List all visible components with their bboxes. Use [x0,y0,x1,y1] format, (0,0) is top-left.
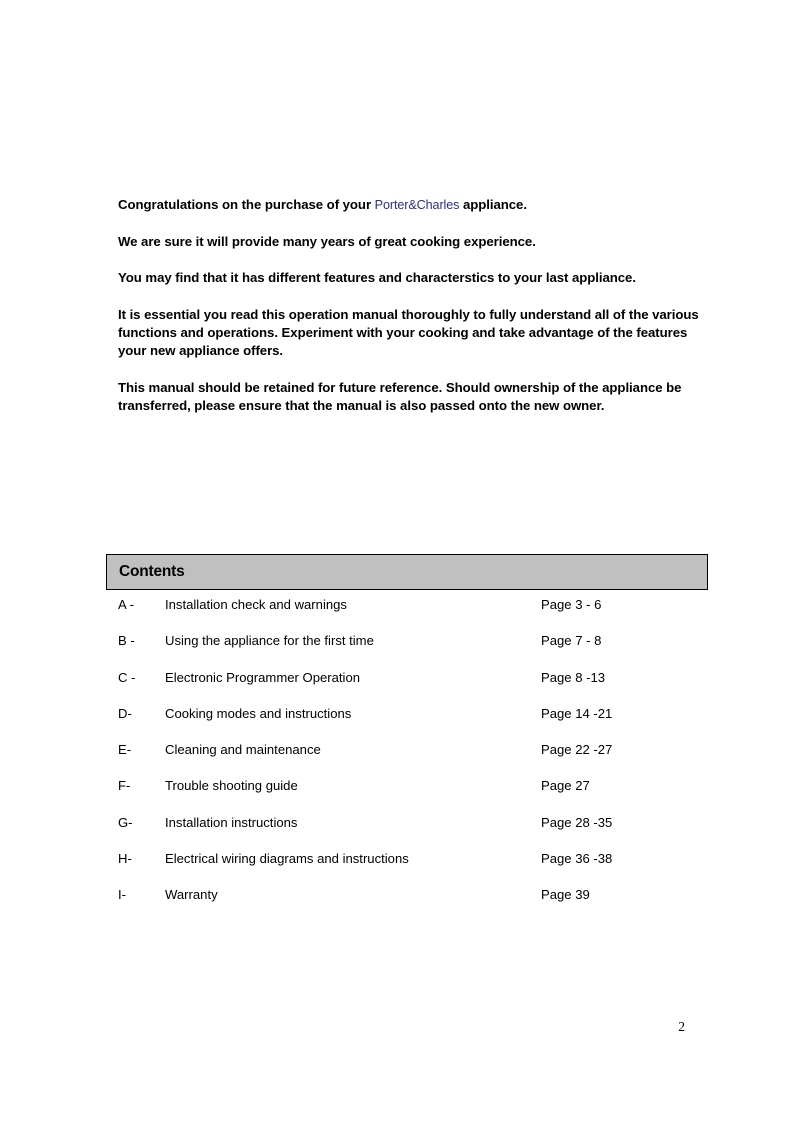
contents-heading-bar [106,554,708,590]
toc-letter: C - [118,669,136,685]
toc-title: Installation instructions [165,814,298,830]
table-row[interactable] [118,633,718,669]
toc-page: Page 7 - 8 [541,633,602,649]
toc-title: Installation check and warnings [165,597,347,612]
toc-title: Electrical wiring diagrams and instructions [165,851,409,867]
intro-paragraph-different-features: You may find that it has different features and characterstics to your last appliance. [118,270,636,286]
toc-page: Page 28 -35 [541,814,613,830]
toc-page: Page 3 - 6 [541,597,602,612]
toc-letter: H- [118,851,132,867]
toc-title: Warranty [165,887,218,903]
brand-name-porter-and-charles: Porter&Charles [374,198,460,212]
toc-page: Page 27 [541,778,590,794]
toc-letter: D- [118,705,132,721]
table-row[interactable] [118,887,718,923]
intro-line1-prefix: Congratulations on the purchase of your [118,197,375,212]
page-number: 2 [678,1019,685,1034]
toc-page: Page 8 -13 [541,669,606,685]
toc-letter: E- [118,742,132,758]
table-row[interactable] [118,742,718,778]
intro-line1-suffix: appliance. [459,197,527,212]
contents-heading-label: Contents [119,563,185,580]
table-row[interactable] [118,851,718,887]
table-row[interactable] [118,597,718,633]
toc-title: Trouble shooting guide [165,778,298,794]
table-row[interactable] [118,670,718,706]
table-of-contents [118,597,718,924]
toc-letter: G- [118,814,133,830]
toc-title: Cooking modes and instructions [165,705,352,721]
toc-page: Page 14 -21 [541,705,613,721]
intro-paragraph-read-manual: It is essential you read this operation manual thoroughly to fully understand all of the various functions and operations. Experiment with your cooking and take advantage of the features your new appliance offers. [118,306,699,359]
toc-letter: A - [118,597,135,612]
toc-title: Electronic Programmer Operation [165,669,361,685]
toc-letter: F- [118,778,131,794]
toc-title: Cleaning and maintenance [165,742,321,758]
table-row[interactable] [118,778,718,814]
toc-letter: B - [118,633,135,649]
table-row[interactable] [118,815,718,851]
intro-paragraph-retain-manual: This manual should be retained for future reference. Should ownership of the appliance be transferred, please ensure that the manual is also passed onto the new owner. [118,379,682,414]
toc-page: Page 36 -38 [541,851,613,867]
table-row[interactable] [118,706,718,742]
toc-page: Page 22 -27 [541,742,613,758]
toc-title: Using the appliance for the first time [165,633,374,649]
toc-letter: I- [118,887,126,903]
toc-page: Page 39 [541,887,590,903]
intro-paragraph-congratulations [118,196,718,214]
intro-block [118,196,718,416]
intro-paragraph-assurance: We are sure it will provide many years of great cooking experience. [118,233,536,249]
